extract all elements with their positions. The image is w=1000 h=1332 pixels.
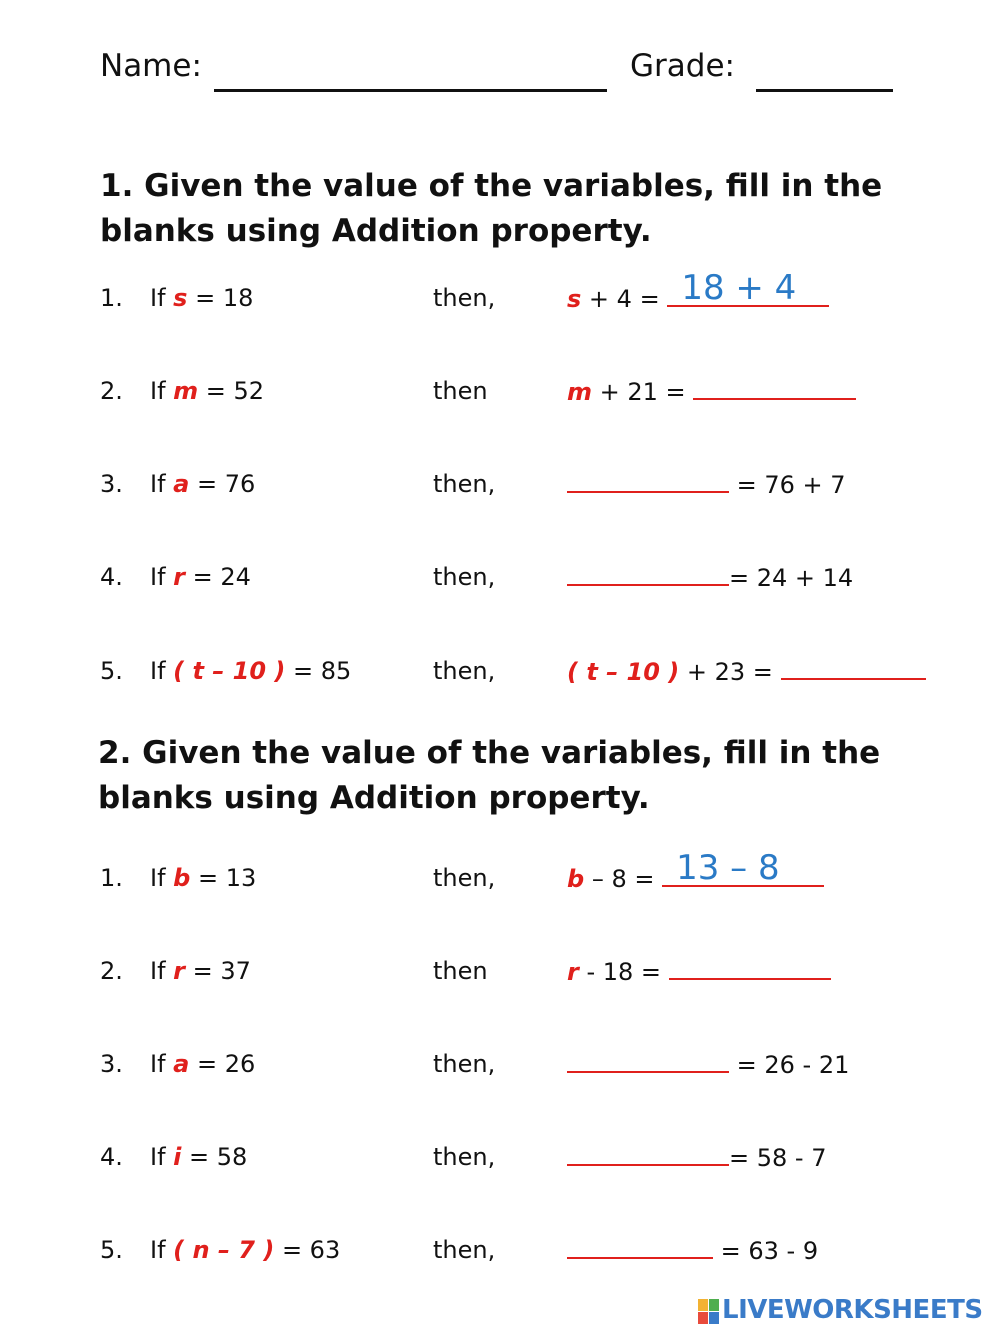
s2-row5-condition: If ( n – 7 ) = 63	[150, 1236, 341, 1264]
s1-row1-number: 1.	[100, 284, 123, 312]
s2-row3-condition: If a = 26	[150, 1050, 256, 1078]
s2-row5-equation: = 63 - 9	[567, 1235, 818, 1266]
name-input-line[interactable]	[214, 89, 607, 92]
s2-row1-answer-blank[interactable]	[662, 848, 824, 888]
s2-row4-equation: = 58 - 7	[567, 1142, 826, 1173]
s1-row5-then: then,	[433, 657, 496, 685]
s2-row1-variable: b	[173, 864, 191, 892]
s2-row4-condition: If i = 58	[150, 1143, 248, 1171]
s2-row2-answer-blank[interactable]	[669, 956, 831, 980]
s2-row5-number: 5.	[100, 1236, 123, 1264]
s1-row4-answer-blank[interactable]	[567, 562, 729, 586]
s1-row2-then: then	[433, 377, 488, 405]
grade-input-line[interactable]	[756, 89, 893, 92]
s2-row1-answer: 13 – 8	[676, 848, 780, 888]
section1-title: 1. Given the value of the variables, fill in the blanks using Addition property.	[100, 168, 883, 249]
s1-row4-then: then,	[433, 563, 496, 591]
s2-row1-equation: b – 8 = 13 – 8	[567, 863, 824, 894]
s2-row2-variable: r	[173, 957, 185, 985]
s2-row4-then: then,	[433, 1143, 496, 1171]
s2-row2-condition: If r = 37	[150, 957, 251, 985]
s1-row3-variable: a	[173, 470, 190, 498]
s1-row1-then: then,	[433, 284, 496, 312]
s1-row4-condition: If r = 24	[150, 563, 251, 591]
s2-row1-condition: If b = 13	[150, 864, 257, 892]
name-label: Name:	[100, 48, 202, 84]
section2-title: 2. Given the value of the variables, fill in the blanks using Addition property.	[98, 735, 881, 816]
s2-row2-number: 2.	[100, 957, 123, 985]
s2-row3-number: 3.	[100, 1050, 123, 1078]
s1-row1-answer: 18 + 4	[681, 268, 797, 308]
s1-row3-then: then,	[433, 470, 496, 498]
s1-row3-condition: If a = 76	[150, 470, 256, 498]
s2-row2-equation: r - 18 =	[567, 956, 831, 987]
s1-row2-condition: If m = 52	[150, 377, 265, 405]
s1-row5-answer-blank[interactable]	[781, 656, 926, 680]
s2-row5-then: then,	[433, 1236, 496, 1264]
s1-row5-equation: ( t – 10 ) + 23 =	[567, 656, 926, 687]
s1-row2-answer-blank[interactable]	[693, 376, 856, 400]
s1-row2-equation: m + 21 =	[567, 376, 856, 407]
logo-icon	[698, 1299, 720, 1325]
s1-row5-variable: ( t – 10 )	[173, 657, 286, 685]
s2-row2-then: then	[433, 957, 488, 985]
s2-row5-variable: ( n – 7 )	[173, 1236, 275, 1264]
s1-row3-equation: = 76 + 7	[567, 469, 846, 500]
s2-row4-answer-blank[interactable]	[567, 1142, 729, 1166]
s2-row3-answer-blank[interactable]	[567, 1049, 729, 1073]
s1-row1-equation: s + 4 = 18 + 4	[567, 283, 829, 314]
s1-row2-number: 2.	[100, 377, 123, 405]
s1-row3-answer-blank[interactable]	[567, 469, 729, 493]
s2-row4-number: 4.	[100, 1143, 123, 1171]
s1-row5-number: 5.	[100, 657, 123, 685]
s2-row1-number: 1.	[100, 864, 123, 892]
s1-row2-variable: m	[173, 377, 199, 405]
s1-row4-number: 4.	[100, 563, 123, 591]
s2-row3-then: then,	[433, 1050, 496, 1078]
s1-row5-condition: If ( t – 10 ) = 85	[150, 657, 352, 685]
s1-row1-variable: s	[173, 284, 188, 312]
s2-row5-answer-blank[interactable]	[567, 1235, 713, 1259]
s1-row4-variable: r	[173, 563, 185, 591]
s1-row1-condition: If s = 18	[150, 284, 254, 312]
s2-row3-equation: = 26 - 21	[567, 1049, 849, 1080]
s2-row1-then: then,	[433, 864, 496, 892]
s1-row4-equation: = 24 + 14	[567, 562, 853, 593]
grade-label: Grade:	[630, 48, 735, 84]
s2-row4-variable: i	[173, 1143, 182, 1171]
s2-row3-variable: a	[173, 1050, 190, 1078]
s1-row3-number: 3.	[100, 470, 123, 498]
logo-text: LIVEWORKSHEETS	[722, 1295, 983, 1325]
